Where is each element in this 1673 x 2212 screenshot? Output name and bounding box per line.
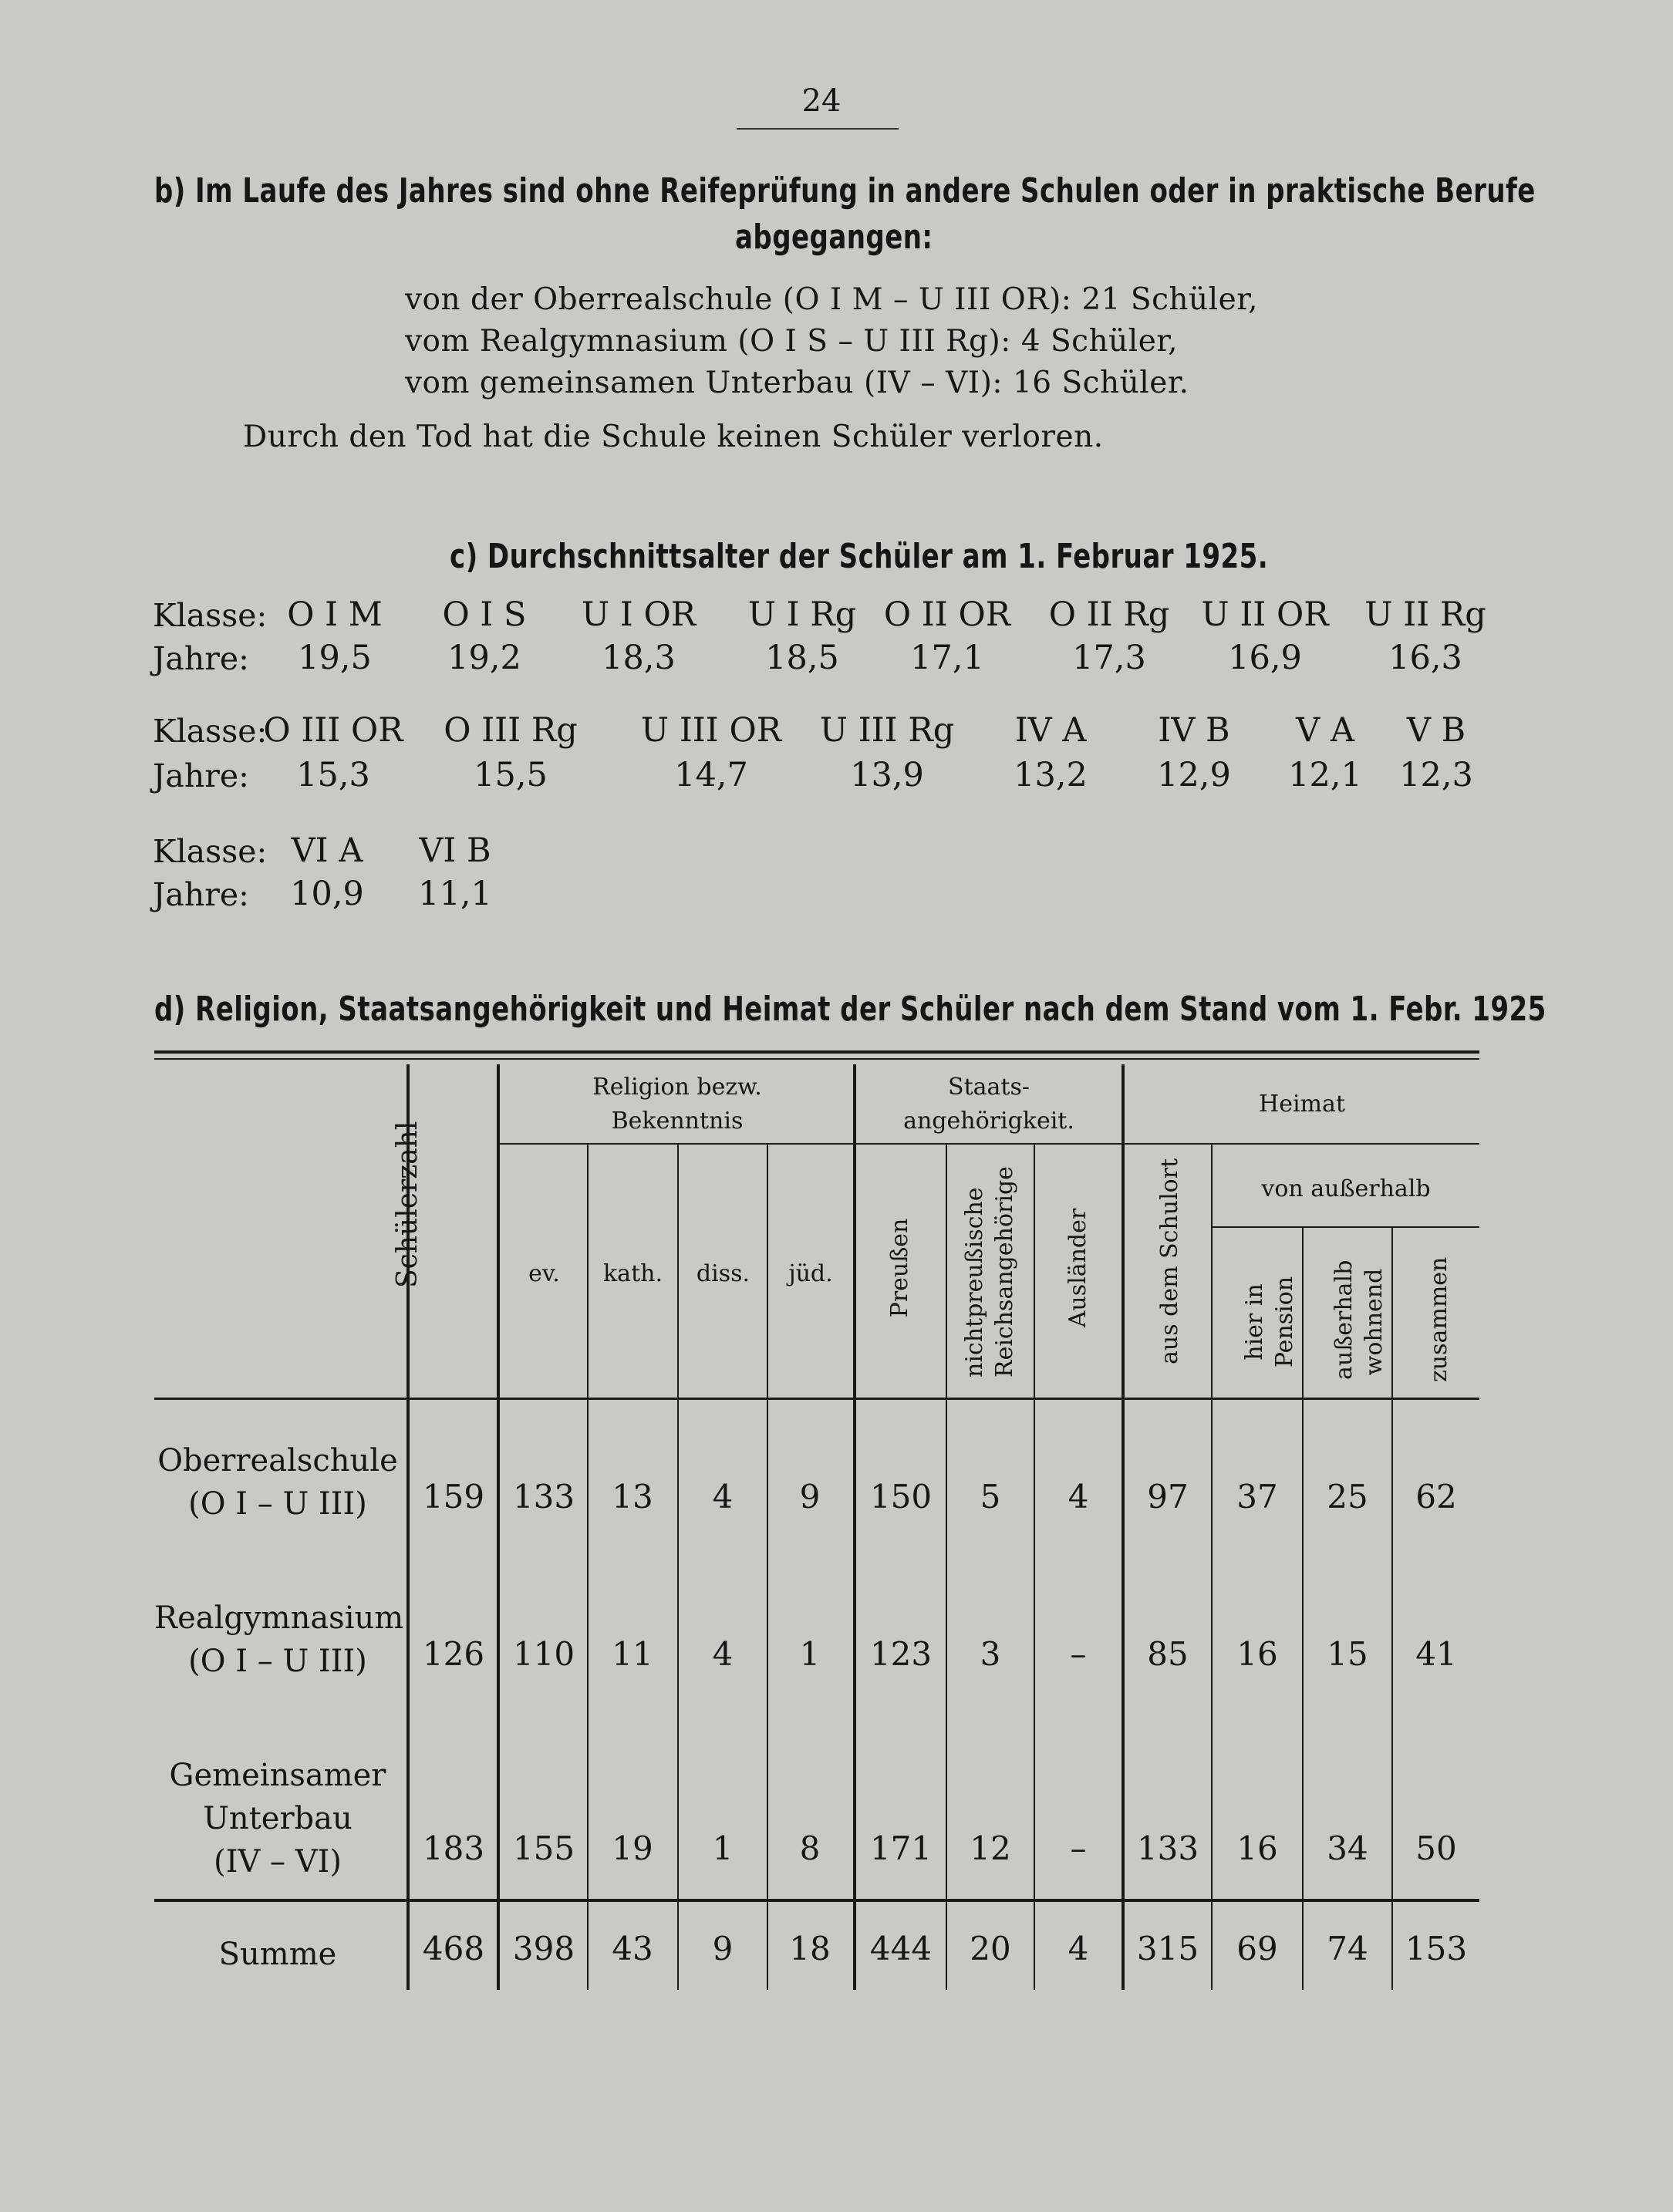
age-klasse: VI A [291, 831, 363, 870]
age-jahre: 13,2 [1014, 756, 1088, 794]
header-aus-schulort: aus dem Schulort [1156, 1158, 1183, 1364]
table-cell: 159 [422, 1478, 485, 1516]
age-klasse: U I Rg [747, 595, 857, 634]
section-d-heading: d) Religion, Staatsangehörigkeit und Heimat der Schüler nach dem Stand vom 1. Febr. 1925 [154, 990, 1547, 1029]
age-klasse: O III OR [263, 711, 403, 750]
jahre-label: Jahre: [153, 757, 249, 794]
header-diss: diss. [696, 1260, 750, 1287]
age-jahre: 16,9 [1228, 639, 1302, 677]
header-ausserhalb-line1: außerhalb [1331, 1259, 1358, 1380]
row-label-line: (IV – VI) [213, 1844, 342, 1880]
age-klasse: O II OR [883, 595, 1011, 634]
table-cell: 171 [869, 1829, 933, 1867]
age-klasse: U II Rg [1364, 595, 1486, 634]
header-religion-line2: Bekenntnis [611, 1107, 744, 1135]
row-label-line: Unterbau [203, 1801, 352, 1836]
age-klasse: V B [1406, 711, 1466, 750]
col-rule [1302, 1228, 1304, 1990]
section-c-heading: c) Durchschnittsalter der Schüler am 1. Februar 1925. [450, 537, 1269, 576]
header-religion-line1: Religion bezw. [592, 1074, 762, 1101]
col-rule [1122, 1064, 1125, 1990]
table-cell: 8 [799, 1829, 821, 1867]
table-cell: 16 [1236, 1829, 1278, 1867]
row-label-summe: Summe [218, 1937, 337, 1972]
table-cell: – [1070, 1635, 1087, 1673]
klasse-label: Klasse: [153, 713, 268, 750]
header-ausserhalb-line2: wohnend [1361, 1268, 1388, 1376]
table-cell: 11 [612, 1635, 653, 1673]
section-b-line: von der Oberrealschule (O I M – U III OR): 21 Schüler, [405, 282, 1258, 317]
header-schuelerzahl: Schülerzahl [392, 1121, 423, 1288]
age-klasse: U II OR [1201, 595, 1329, 634]
header-nichtpreuss-line1: nichtpreußische [961, 1187, 988, 1377]
age-jahre: 19,2 [447, 639, 521, 677]
table-cell: 12 [970, 1829, 1011, 1867]
col-rule [497, 1064, 500, 1990]
section-b-line: vom gemeinsamen Unterbau (IV – VI): 16 Schüler. [405, 366, 1189, 400]
col-rule [1034, 1145, 1035, 1990]
age-jahre: 17,1 [910, 639, 984, 677]
jahre-label: Jahre: [153, 640, 249, 677]
age-klasse: U III Rg [819, 711, 955, 750]
header-bottom-rule [154, 1398, 1479, 1400]
klasse-label: Klasse: [153, 597, 268, 634]
header-pension-line2: Pension [1271, 1276, 1298, 1368]
heimat-subrule [1123, 1143, 1479, 1145]
table-cell: 4 [712, 1478, 734, 1516]
age-jahre: 18,3 [602, 639, 676, 677]
table-cell: 133 [1136, 1829, 1199, 1867]
section-b-heading-cont: abgegangen: [735, 217, 933, 257]
header-auslaender: Ausländer [1064, 1208, 1091, 1328]
table-cell: 1 [799, 1635, 821, 1673]
table-cell: 15 [1327, 1635, 1368, 1673]
header-jued: jüd. [788, 1260, 833, 1287]
age-klasse: O I S [442, 595, 527, 634]
table-cell: 110 [512, 1635, 575, 1673]
summe-cell: 153 [1405, 1930, 1468, 1968]
summe-cell: 20 [970, 1930, 1011, 1968]
section-b-line: vom Realgymnasium (O I S – U III Rg): 4 Schüler, [405, 324, 1179, 359]
header-nichtpreuss [960, 1166, 1021, 1377]
age-jahre: 15,5 [474, 756, 548, 794]
table-cell: 4 [1068, 1478, 1089, 1516]
table-cell: 13 [612, 1478, 653, 1516]
age-jahre: 16,3 [1388, 639, 1462, 677]
page-number: 24 [801, 83, 842, 119]
table-top-rule-thin [154, 1058, 1479, 1060]
header-pension-line1: hier in [1241, 1283, 1268, 1361]
age-klasse: U I OR [581, 595, 697, 634]
table-cell: 25 [1327, 1478, 1368, 1516]
summe-cell: 398 [512, 1930, 575, 1968]
row-label-line: Gemeinsamer [169, 1758, 386, 1793]
age-jahre: 12,1 [1288, 756, 1362, 794]
table-cell: – [1070, 1829, 1087, 1867]
header-nichtpreuss-line2: Reichsangehörige [991, 1166, 1018, 1377]
row-label-line: (O I – U III) [188, 1644, 367, 1679]
age-klasse: IV B [1158, 711, 1230, 750]
age-jahre: 15,3 [296, 756, 370, 794]
header-staat-line1: Staats- [948, 1074, 1030, 1101]
table-cell: 37 [1236, 1478, 1278, 1516]
col-rule [946, 1145, 947, 1990]
death-note: Durch den Tod hat die Schule keinen Schüler verloren. [243, 420, 1104, 454]
row-label-line: (O I – U III) [188, 1486, 367, 1522]
age-jahre: 10,9 [290, 875, 364, 913]
summe-cell: 18 [789, 1930, 831, 1968]
header-staat [856, 1071, 1122, 1138]
table-cell: 97 [1147, 1478, 1189, 1516]
row-label-oberrealschule [154, 1439, 401, 1526]
age-jahre: 12,9 [1157, 756, 1231, 794]
table-cell: 155 [512, 1829, 575, 1867]
summe-cell: 9 [712, 1930, 734, 1968]
staat-subrule [855, 1143, 1123, 1145]
col-rule [853, 1064, 856, 1990]
age-klasse: O II Rg [1048, 595, 1170, 634]
age-klasse: U III OR [640, 711, 782, 750]
row-label-line: Oberrealschule [157, 1443, 398, 1479]
header-staat-line2: angehörigkeit. [903, 1107, 1074, 1135]
header-kath: kath. [603, 1260, 663, 1287]
summe-cell: 69 [1236, 1930, 1278, 1968]
header-zusammen: zusammen [1425, 1256, 1452, 1382]
header-ausserhalb-wohnend [1329, 1259, 1388, 1380]
row-label-realgymnasium [154, 1597, 404, 1683]
table-cell: 41 [1415, 1635, 1457, 1673]
table-cell: 150 [869, 1478, 933, 1516]
col-rule [1391, 1228, 1393, 1990]
table-cell: 1 [712, 1829, 734, 1867]
klasse-label: Klasse: [153, 833, 268, 870]
section-b-heading: b) Im Laufe des Jahres sind ohne Reifeprüfung in andere Schulen oder in praktische Berufe [154, 171, 1536, 211]
age-jahre: 17,3 [1072, 639, 1146, 677]
summe-cell: 468 [422, 1930, 485, 1968]
age-klasse: O I M [287, 595, 383, 634]
age-klasse: VI B [419, 831, 491, 870]
table-cell: 123 [869, 1635, 933, 1673]
age-jahre: 14,7 [674, 756, 748, 794]
age-jahre: 13,9 [850, 756, 924, 794]
table-cell: 5 [980, 1478, 1001, 1516]
age-klasse: O III Rg [444, 711, 578, 750]
age-jahre: 19,5 [298, 639, 372, 677]
header-religion [500, 1071, 855, 1138]
table-cell: 16 [1236, 1635, 1278, 1673]
age-klasse: V A [1296, 711, 1354, 750]
summe-cell: 43 [612, 1930, 653, 1968]
age-klasse: IV A [1014, 711, 1087, 750]
table-cell: 4 [712, 1635, 734, 1673]
summe-cell: 74 [1327, 1930, 1368, 1968]
header-ev: ev. [528, 1260, 560, 1287]
jahre-label: Jahre: [153, 876, 249, 913]
table-cell: 3 [980, 1635, 1001, 1673]
table-cell: 126 [422, 1635, 485, 1673]
summe-cell: 4 [1068, 1930, 1089, 1968]
table-cell: 85 [1147, 1635, 1189, 1673]
table-cell: 50 [1415, 1829, 1457, 1867]
age-jahre: 18,5 [765, 639, 839, 677]
age-jahre: 12,3 [1399, 756, 1473, 794]
summe-top-rule [154, 1899, 1479, 1902]
summe-cell: 315 [1136, 1930, 1199, 1968]
table-cell: 62 [1415, 1478, 1457, 1516]
table-cell: 183 [422, 1829, 485, 1867]
header-von-ausserhalb: von außerhalb [1261, 1175, 1431, 1202]
col-rule [1211, 1145, 1213, 1990]
table-top-rule [154, 1050, 1479, 1054]
header-heimat: Heimat [1259, 1091, 1345, 1118]
row-label-line: Realgymnasium [154, 1600, 404, 1636]
age-jahre: 11,1 [418, 875, 492, 913]
header-pension [1240, 1264, 1298, 1380]
row-label-unterbau [154, 1754, 401, 1883]
table-cell: 133 [512, 1478, 575, 1516]
summe-cell: 444 [869, 1930, 933, 1968]
header-preussen: Preußen [886, 1218, 913, 1318]
table-cell: 34 [1327, 1829, 1368, 1867]
ausserhalb-subrule [1213, 1226, 1479, 1228]
table-cell: 9 [799, 1478, 821, 1516]
table-cell: 19 [612, 1829, 653, 1867]
